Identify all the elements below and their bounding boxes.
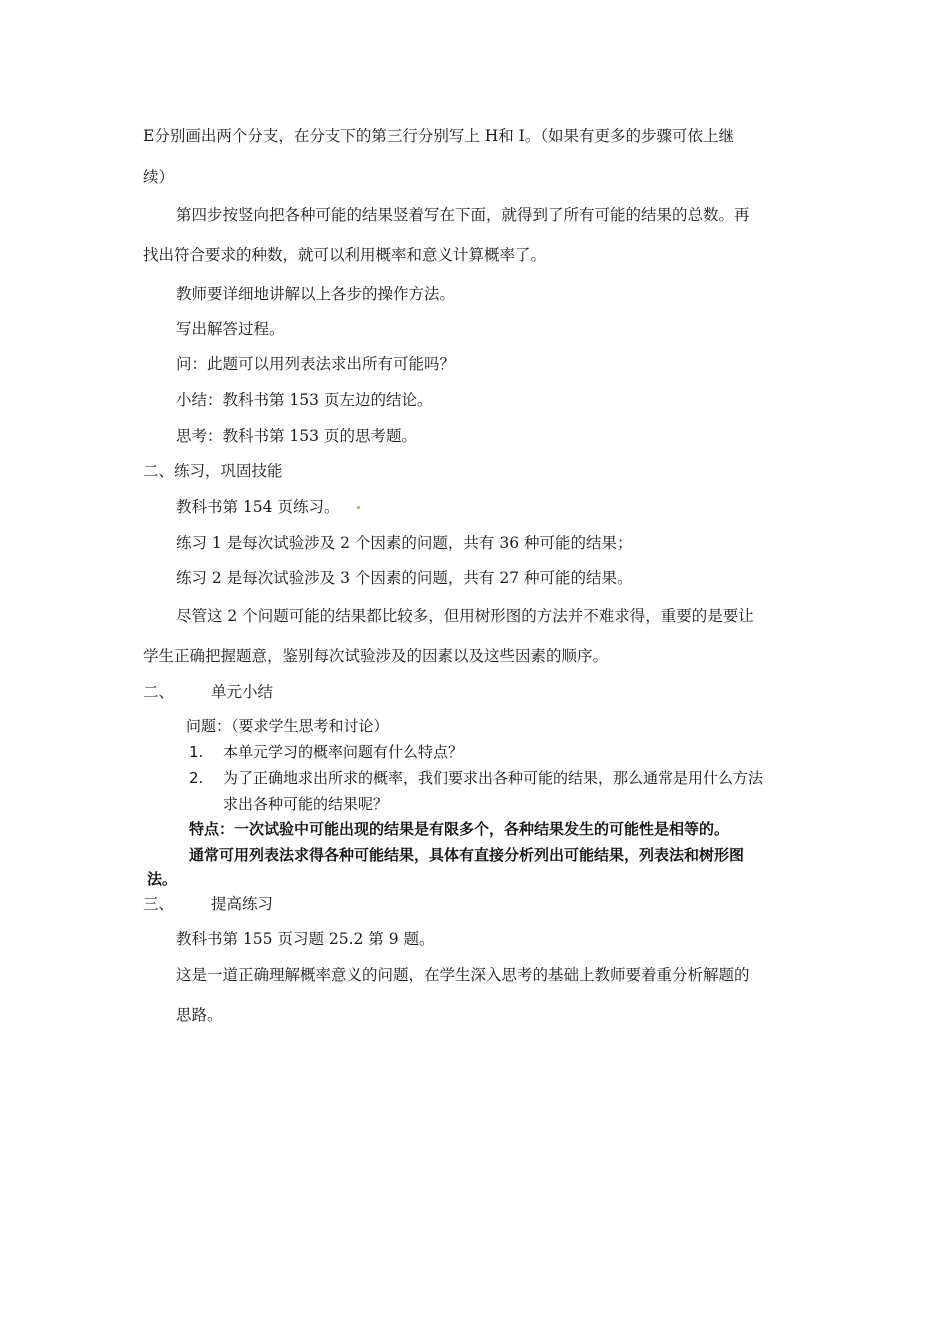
paragraph: 练习 2 是每次试验涉及 3 个因素的问题，共有 27 种可能的结果。 bbox=[176, 569, 633, 587]
section-number: 二、 bbox=[143, 683, 175, 701]
section-heading: 提高练习 bbox=[211, 895, 274, 913]
list-text: 为了正确地求出所求的概率，我们要求出各种可能的结果，那么通常是用什么方法 bbox=[223, 769, 764, 787]
paragraph-line: 续） bbox=[143, 168, 175, 186]
list-number: 2. bbox=[189, 769, 204, 787]
feature-statement: 特点：一次试验中可能出现的结果是有限多个，各种结果发生的可能性是相等的。 bbox=[189, 820, 730, 838]
paragraph: 练习 1 是每次试验涉及 2 个因素的问题，共有 36 种可能的结果； bbox=[176, 534, 633, 552]
list-number: 1. bbox=[189, 743, 204, 761]
paragraph: 教科书第 155 页习题 25.2 第 9 题。 bbox=[176, 930, 435, 948]
method-statement: 法。 bbox=[147, 870, 178, 888]
list-item bbox=[189, 742, 463, 762]
section-number: 三、 bbox=[143, 895, 175, 913]
list-text: 本单元学习的概率问题有什么特点？ bbox=[223, 743, 464, 761]
paragraph-line: 第四步按竖向把各种可能的结果竖着写在下面，就得到了所有可能的结果的总数。再 bbox=[176, 206, 750, 224]
list-item-continuation: 求出各种可能的结果呢？ bbox=[223, 795, 389, 813]
paragraph: 教师要详细地讲解以上各步的操作方法。 bbox=[176, 285, 456, 303]
list-item bbox=[189, 768, 763, 788]
paragraph: 小结：教科书第 153 页左边的结论。 bbox=[176, 391, 433, 409]
paragraph-line: 思路。 bbox=[176, 1006, 223, 1024]
scan-speck bbox=[357, 506, 360, 509]
paragraph: 教科书第 154 页练习。 bbox=[176, 498, 340, 516]
paragraph-line: 尽管这 2 个问题可能的结果都比较多，但用树形图的方法并不难求得，重要的是要让 bbox=[176, 607, 754, 625]
question-intro: 问题：（要求学生思考和讨论） bbox=[186, 717, 389, 735]
paragraph-line: 学生正确把握题意，鉴别每次试验涉及的因素以及这些因素的顺序。 bbox=[143, 647, 609, 665]
section-heading: 单元小结 bbox=[211, 683, 274, 701]
section-heading: 二、练习，巩固技能 bbox=[143, 462, 283, 480]
paragraph-line: E分别画出两个分支，在分支下的第三行分别写上 H和 I。（如果有更多的步骤可依上继 bbox=[143, 127, 735, 145]
paragraph: 思考：教科书第 153 页的思考题。 bbox=[176, 427, 417, 445]
paragraph-line: 找出符合要求的种数，就可以利用概率和意义计算概率了。 bbox=[143, 246, 547, 264]
paragraph-line: 这是一道正确理解概率意义的问题，在学生深入思考的基础上教师要着重分析解题的 bbox=[176, 966, 750, 984]
paragraph: 问：此题可以用列表法求出所有可能吗？ bbox=[176, 355, 456, 373]
paragraph: 写出解答过程。 bbox=[176, 320, 285, 338]
method-statement: 通常可用列表法求得各种可能结果，具体有直接分析列出可能结果，列表法和树形图 bbox=[189, 846, 745, 864]
